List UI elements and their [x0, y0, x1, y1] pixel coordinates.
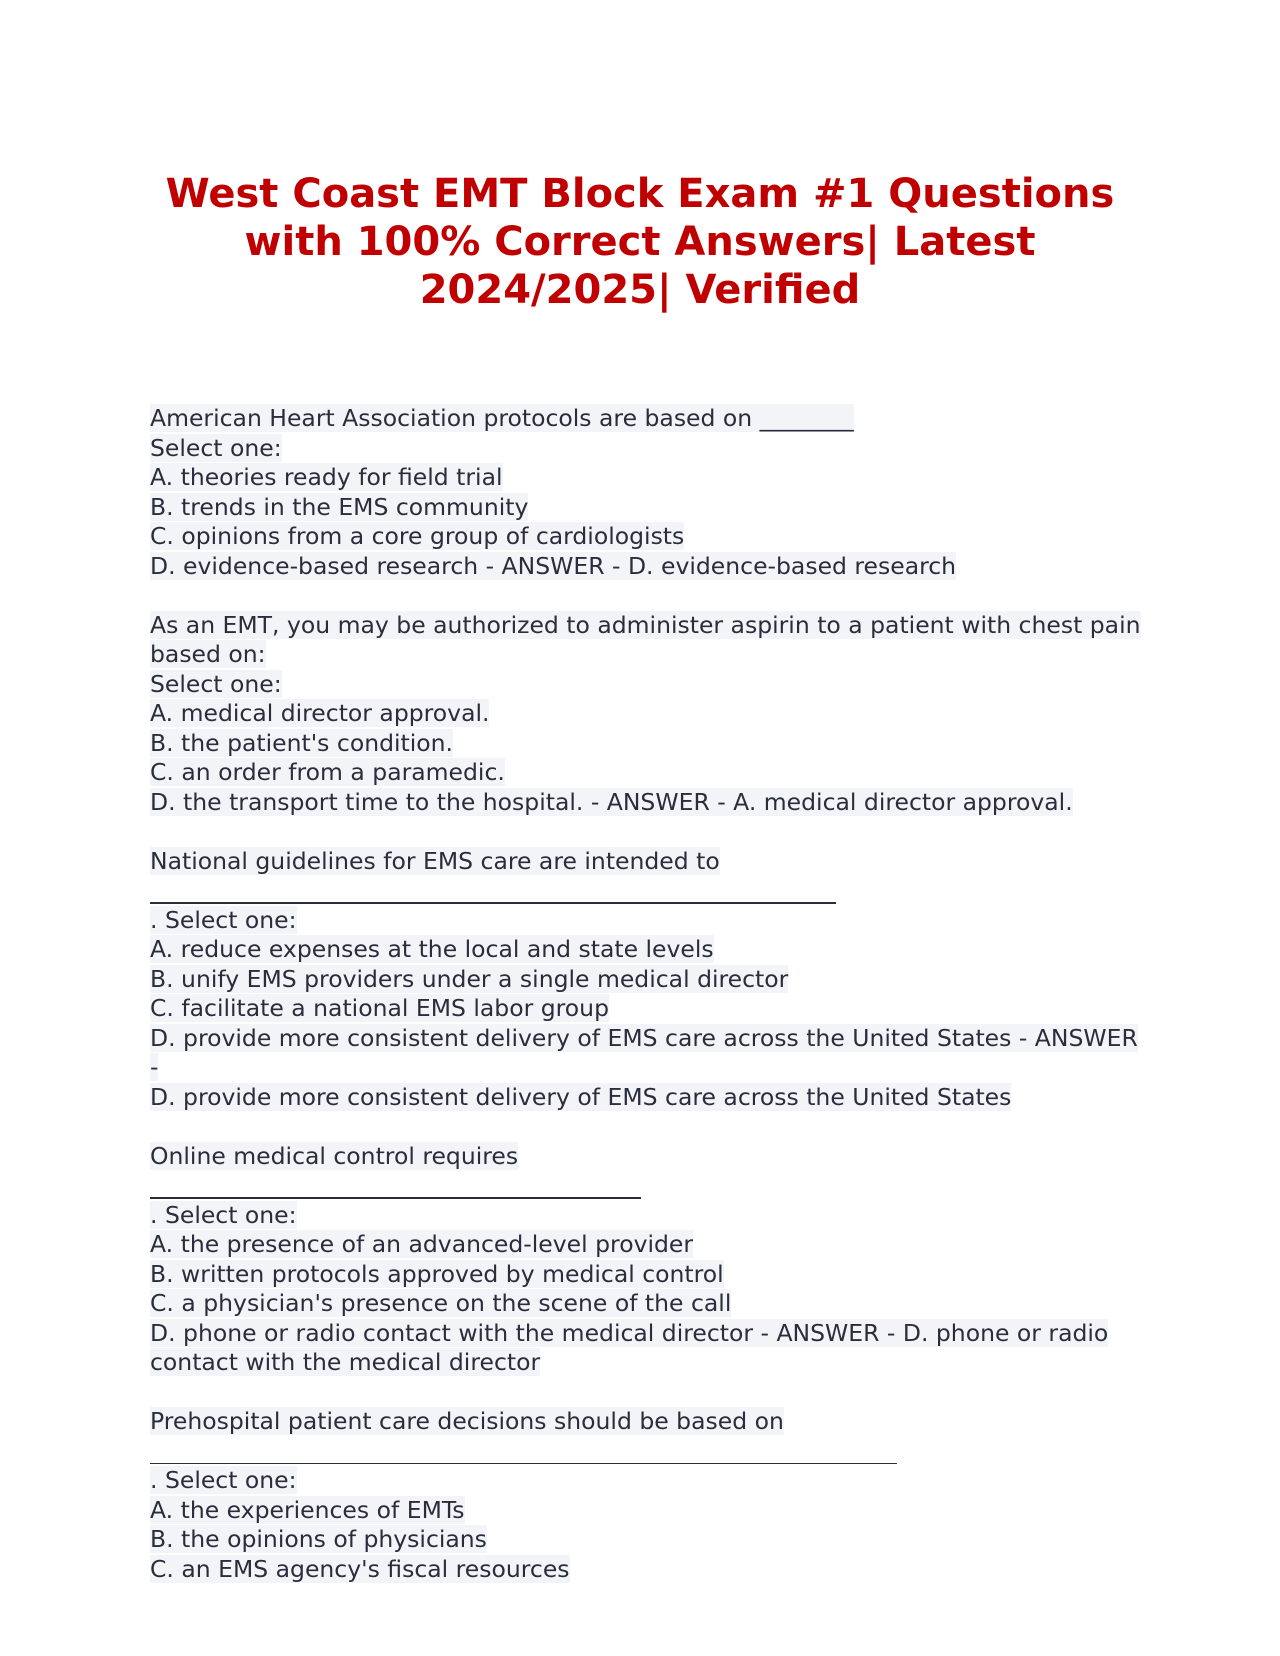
answer-blank-line [150, 1171, 1150, 1201]
question-5 [150, 1407, 1150, 1584]
option-d-answer: D. provide more consistent delivery of EMS care across the United States - ANSWER - [150, 1023, 1138, 1081]
question-text: American Heart Association protocols are based on ________ [150, 404, 854, 432]
select-one-label: Select one: [150, 669, 282, 698]
option-b: B. the opinions of physicians [150, 1525, 487, 1553]
question-2 [150, 611, 1150, 818]
option-c: C. an order from a paramedic. [150, 758, 505, 786]
option-c: C. opinions from a core group of cardiologists [150, 522, 685, 550]
option-d-answer: D. the transport time to the hospital. - ANSWER - A. medical director approval. [150, 787, 1073, 816]
select-one-label: Select one: [150, 433, 282, 462]
select-one-label: . Select one: [150, 1200, 297, 1229]
option-b: B. written protocols approved by medical control [150, 1259, 724, 1288]
question-4 [150, 1142, 1150, 1378]
answer-blank-line [150, 1437, 1150, 1467]
option-c: C. an EMS agency's fiscal resources [150, 1554, 570, 1583]
option-a: A. the presence of an advanced-level provider [150, 1230, 694, 1258]
question-text: As an EMT, you may be authorized to administer aspirin to a patient with chest pain based on: [150, 610, 1141, 668]
option-d-answer: D. phone or radio contact with the medical director - ANSWER - D. phone or radio contact with the medical director [150, 1318, 1109, 1376]
option-c: C. a physician's presence on the scene of the call [150, 1289, 732, 1317]
answer-blank-line [150, 876, 1150, 906]
option-a: A. reduce expenses at the local and state levels [150, 935, 714, 963]
option-a: A. the experiences of EMTs [150, 1495, 465, 1524]
question-1 [150, 404, 1150, 581]
option-b: B. the patient's condition. [150, 728, 454, 757]
question-text: National guidelines for EMS care are intended to [150, 846, 720, 875]
option-d-answer: D. evidence-based research - ANSWER - D. evidence-based research [150, 551, 957, 580]
question-text: Online medical control requires [150, 1141, 519, 1170]
option-b: B. unify EMS providers under a single medical director [150, 964, 789, 993]
question-3 [150, 847, 1150, 1113]
option-a: A. medical director approval. [150, 699, 490, 727]
option-a: A. theories ready for field trial [150, 463, 503, 491]
select-one-label: . Select one: [150, 1466, 297, 1494]
select-one-label: . Select one: [150, 905, 297, 934]
document-title: West Coast EMT Block Exam #1 Questions with 100% Correct Answers| Latest 2024/2025| Verified [165, 171, 1115, 313]
option-b: B. trends in the EMS community [150, 492, 529, 521]
answer-text: D. provide more consistent delivery of EMS care across the United States [150, 1082, 1012, 1111]
document-body [150, 404, 1150, 1614]
question-text: Prehospital patient care decisions should be based on [150, 1407, 784, 1435]
option-c: C. facilitate a national EMS labor group [150, 994, 609, 1022]
